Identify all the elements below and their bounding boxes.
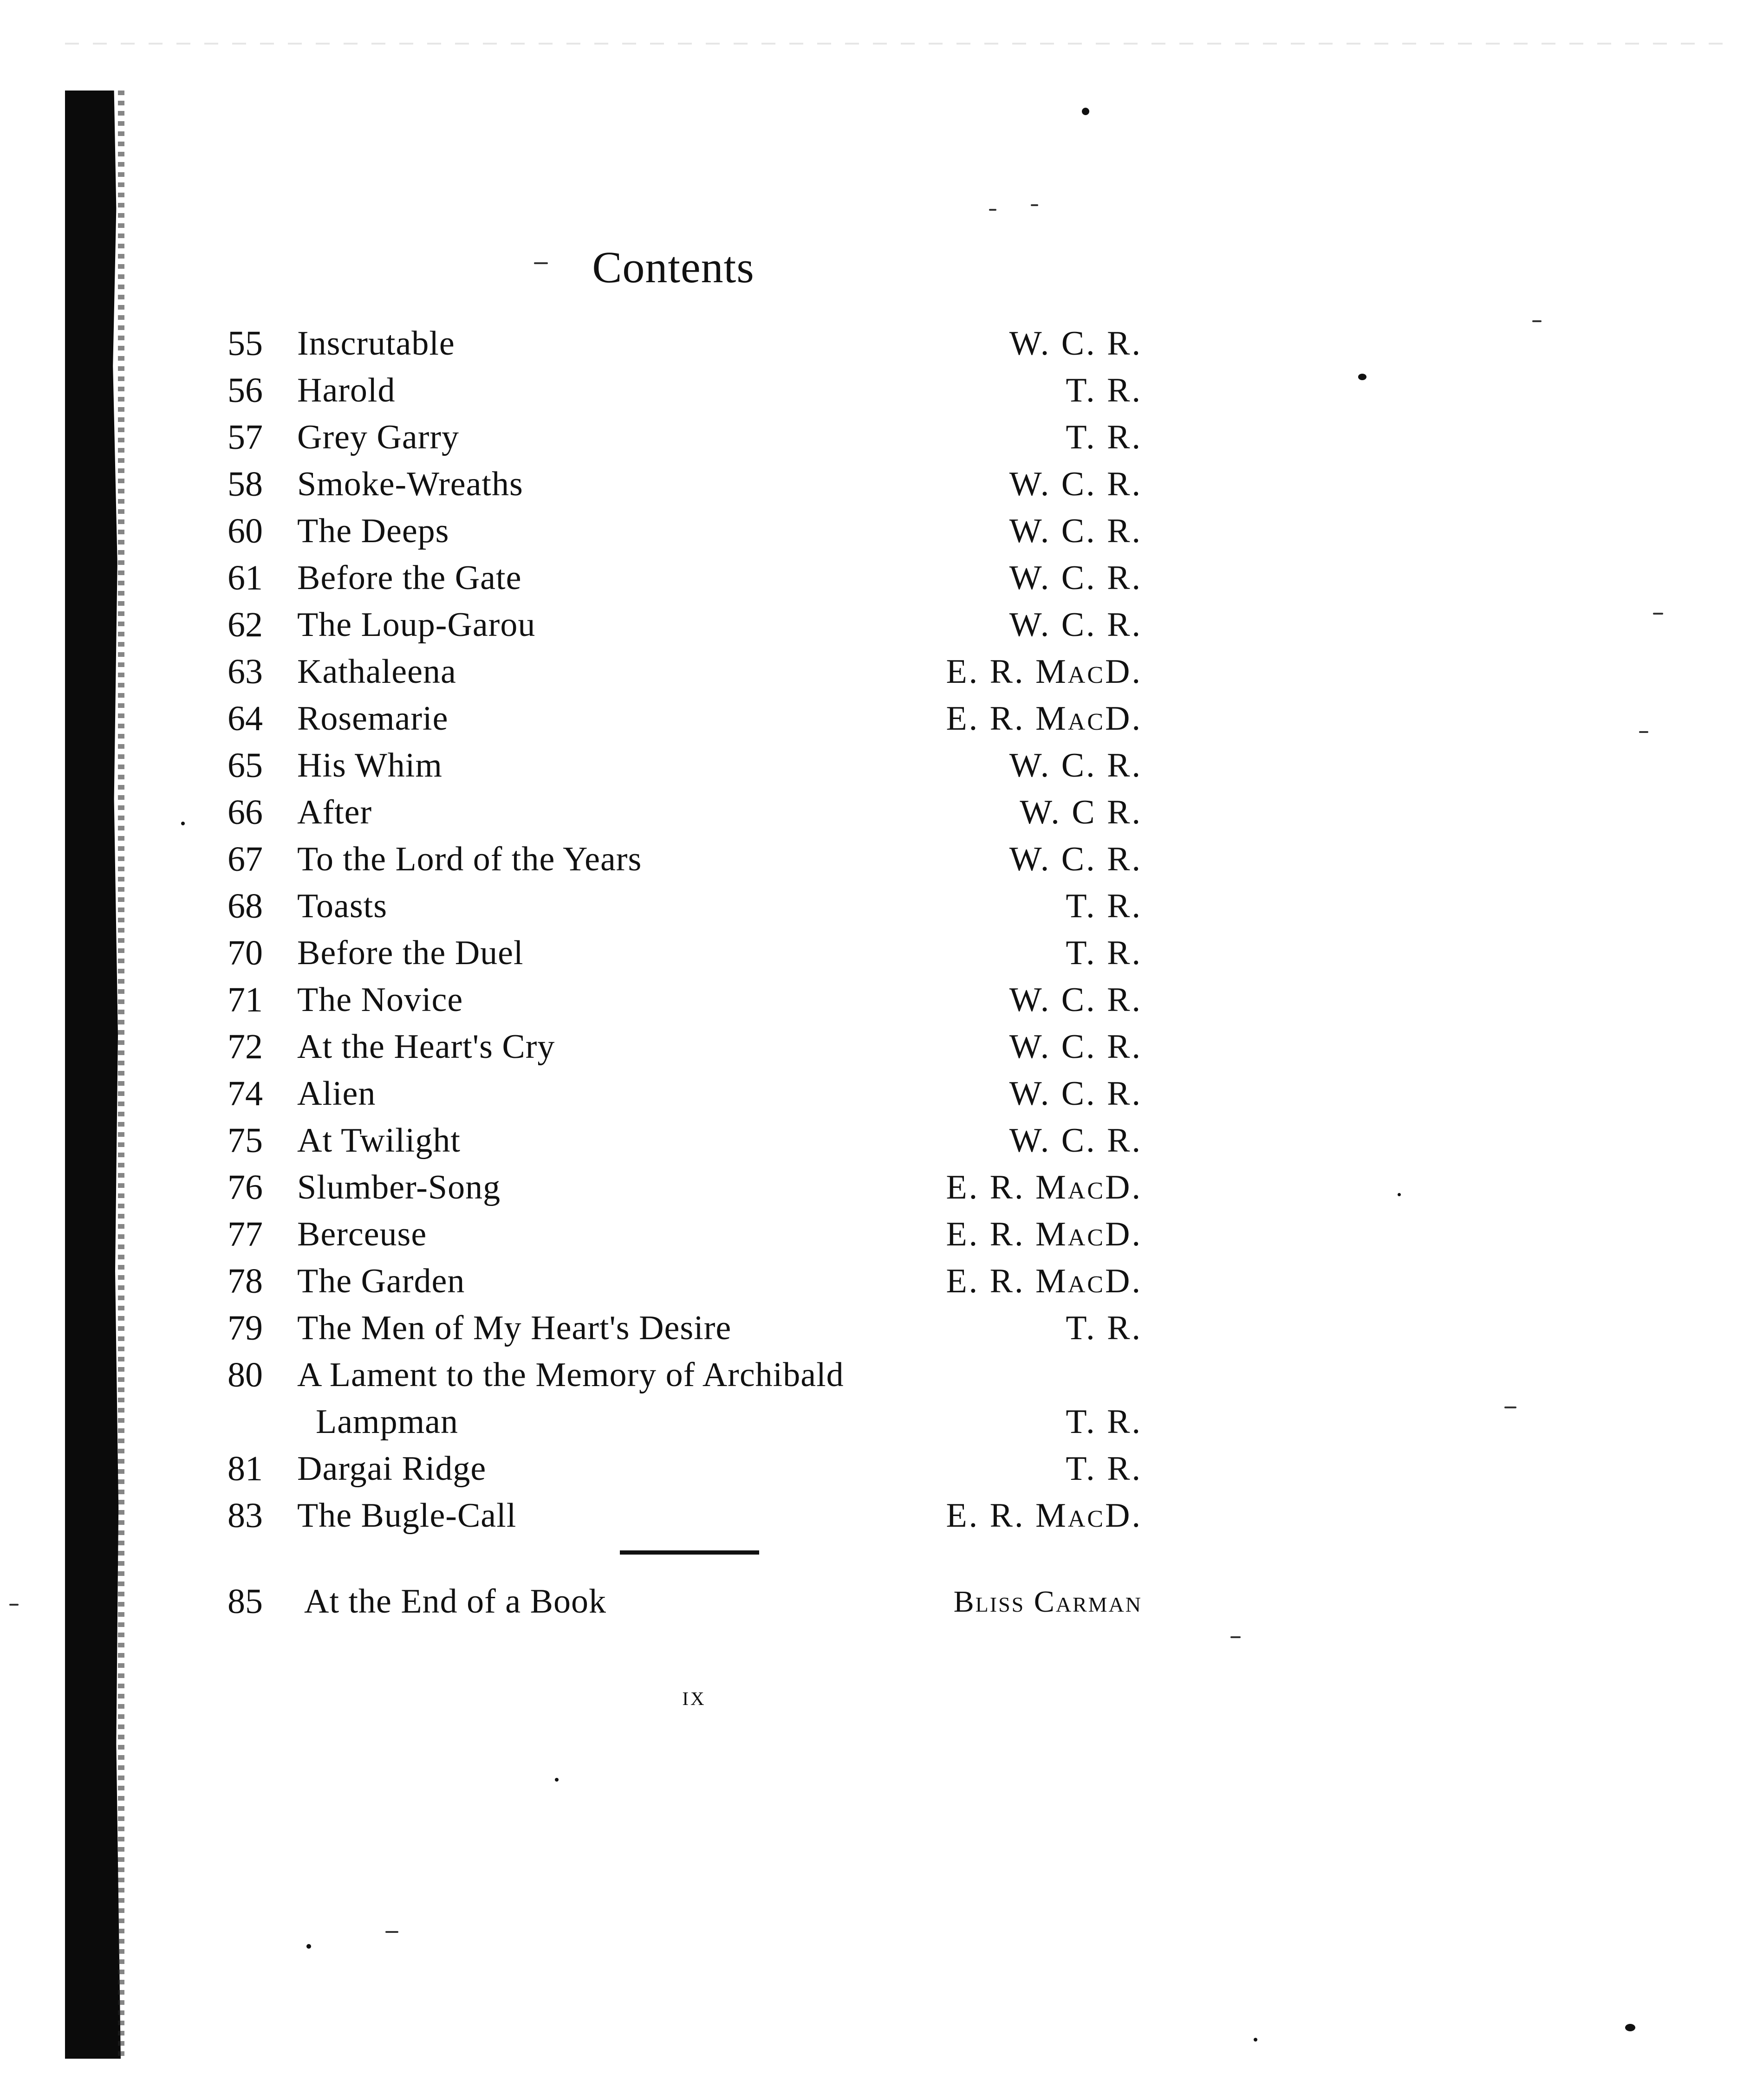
- page-number: 85: [228, 1582, 263, 1621]
- ink-dash: [1031, 204, 1038, 206]
- page-number: 62: [228, 605, 263, 644]
- list-item: [228, 1445, 1142, 1492]
- ink-dash: [1532, 320, 1542, 322]
- page-number: 81: [228, 1449, 263, 1488]
- entry-author: T. R.: [1066, 1450, 1142, 1488]
- entry-title: Grey Garry: [297, 418, 459, 456]
- entry-title: The Men of My Heart's Desire: [297, 1309, 732, 1347]
- entry-author: W. C. R.: [1009, 324, 1142, 363]
- entry-title: At the Heart's Cry: [297, 1028, 555, 1066]
- list-item: [228, 414, 1142, 461]
- entry-title: The Deeps: [297, 512, 449, 550]
- list-item: [228, 461, 1142, 508]
- ink-speck: [181, 822, 185, 825]
- list-item: [228, 1117, 1142, 1164]
- page-number: 68: [228, 887, 263, 926]
- entry-title: Before the Gate: [297, 559, 522, 597]
- list-item: [228, 1578, 1142, 1625]
- entry-title: The Novice: [297, 981, 463, 1019]
- entry-author: T. R.: [1066, 1403, 1142, 1441]
- entry-title: Alien: [297, 1075, 376, 1113]
- ink-dash: [1639, 731, 1648, 733]
- entry-author: E. R. MacD.: [946, 1168, 1142, 1206]
- entry-author: E. R. MacD.: [946, 1215, 1142, 1253]
- list-item: [228, 1305, 1142, 1352]
- list-item: [228, 555, 1142, 602]
- page-number: 67: [228, 840, 263, 879]
- entry-author: W. C. R.: [1009, 1121, 1142, 1160]
- entry-title: Smoke-Wreaths: [297, 465, 523, 503]
- entry-author: W. C. R.: [1009, 559, 1142, 597]
- ink-dash: [1230, 1636, 1241, 1638]
- page-number: 80: [228, 1355, 263, 1394]
- entry-title: After: [297, 793, 372, 831]
- ink-speck: [1358, 374, 1366, 380]
- list-item: [228, 1258, 1142, 1305]
- final-entry: [228, 1578, 1142, 1625]
- entry-author: W. C. R.: [1009, 1028, 1142, 1066]
- list-item: [228, 648, 1142, 695]
- entry-title: At the End of a Book: [304, 1582, 606, 1620]
- page-number: 64: [228, 699, 263, 738]
- entry-title: Berceuse: [297, 1215, 427, 1253]
- page-number: 65: [228, 746, 263, 785]
- entry-author: T. R.: [1066, 371, 1142, 409]
- entry-author: T. R.: [1066, 1309, 1142, 1347]
- list-item: [228, 1492, 1142, 1539]
- entry-author: W. C. R.: [1009, 840, 1142, 878]
- entry-title: The Garden: [297, 1262, 465, 1300]
- page-number: 79: [228, 1309, 263, 1348]
- ink-speck: [1398, 1193, 1401, 1196]
- list-item: [228, 1164, 1142, 1211]
- entry-author: T. R.: [1066, 418, 1142, 456]
- section-divider: [620, 1550, 759, 1555]
- ink-dash: [385, 1931, 398, 1933]
- entry-title-continued: Lampman: [316, 1403, 459, 1441]
- page-number: 70: [228, 933, 263, 972]
- page-number: 78: [228, 1262, 263, 1301]
- entry-author: T. R.: [1066, 934, 1142, 972]
- entry-title: Slumber-Song: [297, 1168, 501, 1206]
- list-item: [228, 367, 1142, 414]
- entry-title: The Bugle-Call: [297, 1497, 517, 1535]
- page-folio: ix: [682, 1681, 706, 1711]
- list-item: [228, 883, 1142, 930]
- page-number: 83: [228, 1496, 263, 1535]
- list-item: [228, 320, 1142, 367]
- list-item: [228, 789, 1142, 836]
- entry-title: At Twilight: [297, 1121, 461, 1160]
- entry-author: W. C. R.: [1009, 1075, 1142, 1113]
- list-item: [228, 1211, 1142, 1258]
- list-item: [228, 977, 1142, 1024]
- entry-author: W. C. R.: [1009, 606, 1142, 644]
- page-number: 76: [228, 1168, 263, 1207]
- contents-list: [228, 320, 1142, 1539]
- entry-title: His Whim: [297, 746, 442, 784]
- list-item: [228, 1070, 1142, 1117]
- page-number: 56: [228, 371, 263, 410]
- entry-title: Toasts: [297, 887, 388, 925]
- ink-speck: [1625, 2024, 1635, 2031]
- entry-author: E. R. MacD.: [946, 653, 1142, 691]
- binding-shadow: [65, 91, 121, 2059]
- entry-title: Inscrutable: [297, 324, 455, 363]
- entry-title: Harold: [297, 371, 396, 409]
- entry-title: Kathaleena: [297, 653, 456, 691]
- page-number: 60: [228, 512, 263, 551]
- ink-speck: [555, 1778, 559, 1782]
- ink-dash: [9, 1604, 19, 1606]
- ink-dash: [1504, 1406, 1516, 1408]
- entry-title: Before the Duel: [297, 934, 524, 972]
- entry-author: W. C R.: [1020, 793, 1142, 831]
- ink-dash: [989, 209, 996, 211]
- list-item: [228, 930, 1142, 977]
- list-item: [228, 742, 1142, 789]
- entry-author: E. R. MacD.: [946, 700, 1142, 738]
- list-item: [228, 602, 1142, 648]
- entry-author: W. C. R.: [1009, 512, 1142, 550]
- page-title: Contents: [592, 242, 755, 292]
- entry-title: To the Lord of the Years: [297, 840, 642, 878]
- page-number: 71: [228, 980, 263, 1019]
- ink-speck: [306, 1944, 311, 1949]
- entry-author: W. C. R.: [1009, 746, 1142, 784]
- entry-author: Bliss Carman: [953, 1585, 1142, 1619]
- page-number: 72: [228, 1027, 263, 1066]
- binding-fringe: [118, 91, 124, 2059]
- list-item: [228, 695, 1142, 742]
- entry-author: E. R. MacD.: [946, 1497, 1142, 1535]
- list-item: [228, 836, 1142, 883]
- page-number: 77: [228, 1215, 263, 1254]
- page-number: 66: [228, 793, 263, 832]
- list-item: [228, 508, 1142, 555]
- page-number: 55: [228, 324, 263, 363]
- page-top-edge: [65, 43, 1728, 45]
- entry-author: W. C. R.: [1009, 465, 1142, 503]
- entry-title: Rosemarie: [297, 700, 449, 738]
- entry-title: The Loup-Garou: [297, 606, 536, 644]
- entry-author: T. R.: [1066, 887, 1142, 925]
- entry-title: Dargai Ridge: [297, 1450, 487, 1488]
- list-item: [228, 1352, 1142, 1399]
- page-number: 74: [228, 1074, 263, 1113]
- entry-author: W. C. R.: [1009, 981, 1142, 1019]
- page-number: 61: [228, 558, 263, 597]
- page-number: 57: [228, 418, 263, 457]
- ink-speck: [1254, 2038, 1257, 2042]
- page-number: 75: [228, 1121, 263, 1160]
- ink-dash: [1653, 613, 1663, 615]
- list-item: [228, 1399, 1142, 1445]
- page-number: 63: [228, 652, 263, 691]
- entry-author: E. R. MacD.: [946, 1262, 1142, 1300]
- entry-title: A Lament to the Memory of Archibald: [297, 1356, 844, 1394]
- ink-speck: [1082, 108, 1089, 115]
- page-number: 58: [228, 465, 263, 504]
- list-item: [228, 1024, 1142, 1070]
